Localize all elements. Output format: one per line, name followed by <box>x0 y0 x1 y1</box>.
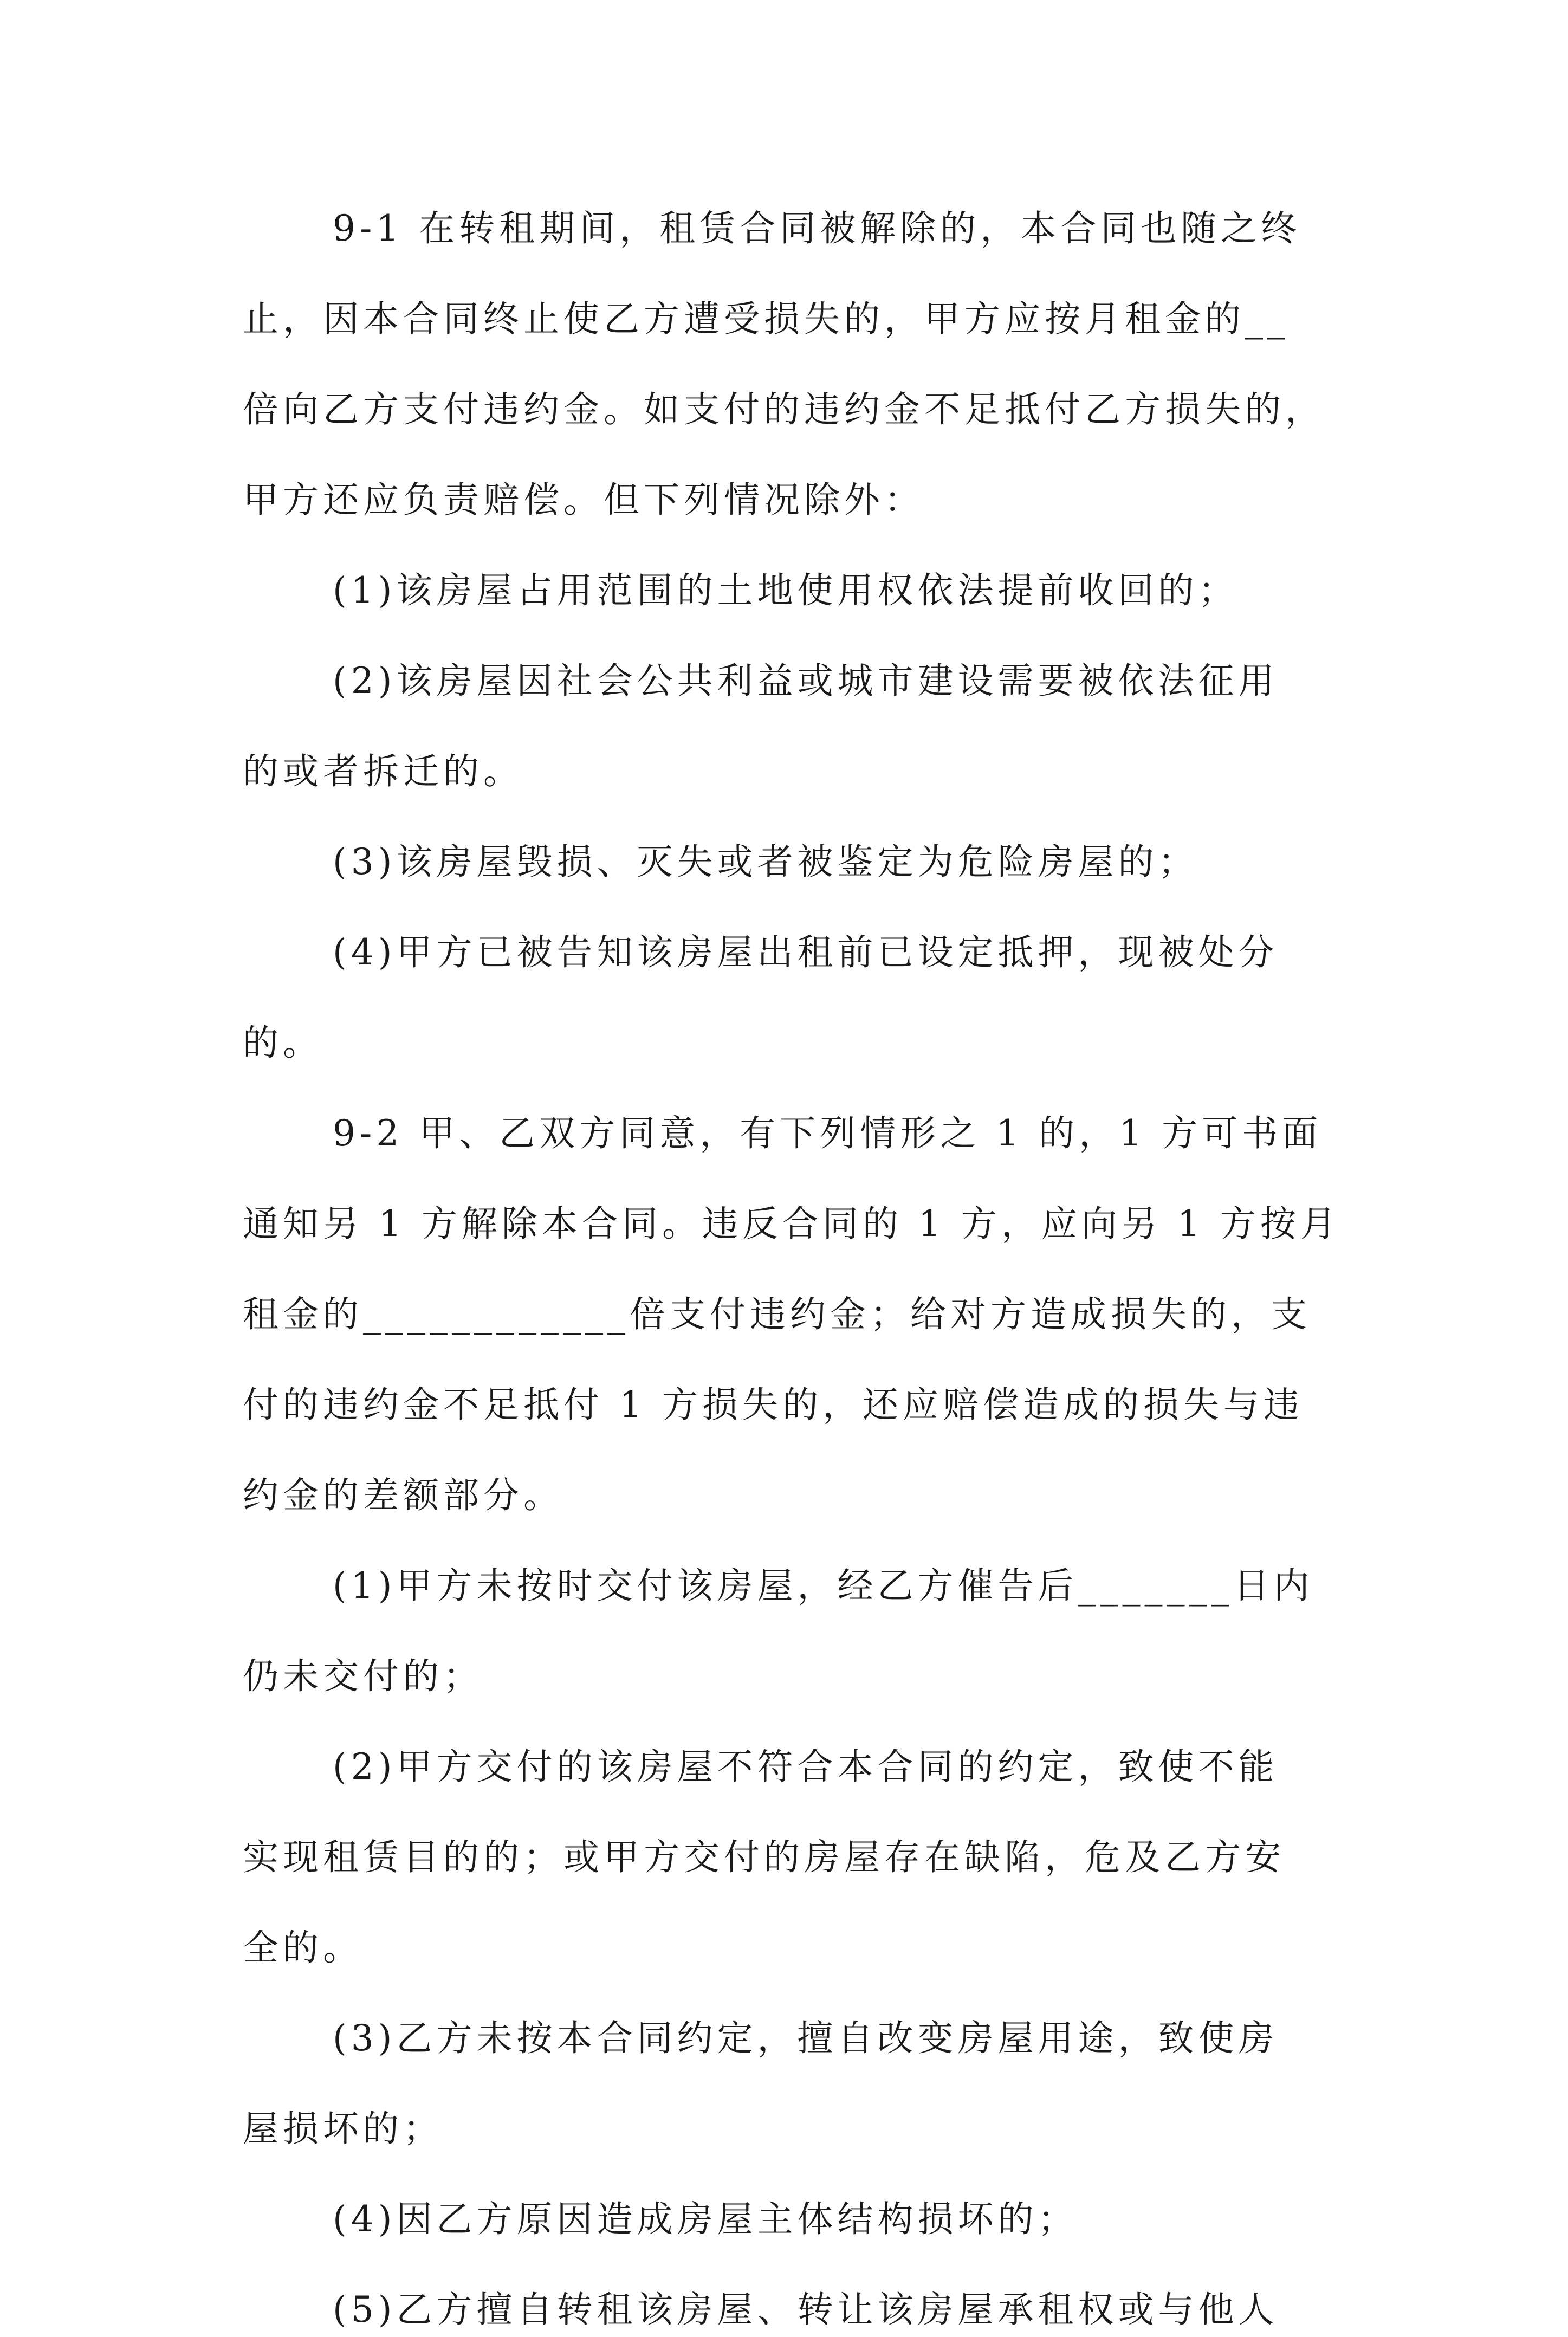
paragraph-9-1-line-4: 甲方还应负责赔偿。但下列情况除外： <box>243 479 924 521</box>
paragraph-9-1-line-3: 倍向乙方支付违约金。如支付的违约金不足抵付乙方损失的， <box>243 389 1325 430</box>
termination-item-3-line-1: (3)乙方未按本合同约定，擅自改变房屋用途，致使房 <box>333 2017 1279 2059</box>
termination-item-5-line-1: (5)乙方擅自转租该房屋、转让该房屋承租权或与他人 <box>333 2289 1279 2330</box>
termination-item-2-line-3: 全的。 <box>243 1927 363 1969</box>
exception-item-3: (3)该房屋毁损、灭失或者被鉴定为危险房屋的； <box>333 841 1198 883</box>
paragraph-9-2-line-3: 租金的____________倍支付违约金；给对方造成损失的，支 <box>243 1293 1311 1335</box>
exception-item-4-line-2: 的。 <box>243 1022 323 1064</box>
termination-item-1-line-2: 仍未交付的； <box>243 1655 483 1697</box>
termination-item-4: (4)因乙方原因造成房屋主体结构损坏的； <box>333 2198 1078 2240</box>
termination-item-1-line-1: (1)甲方未按时交付该房屋，经乙方催告后_______日内 <box>333 1565 1314 1607</box>
paragraph-9-1-line-2: 止，因本合同终止使乙方遭受损失的，甲方应按月租金的__ <box>243 298 1290 340</box>
paragraph-9-2-line-4: 付的违约金不足抵付 1 方损失的，还应赔偿造成的损失与违 <box>243 1384 1304 1426</box>
paragraph-9-1-line-1: 9-1 在转租期间，租赁合同被解除的，本合同也随之终 <box>333 208 1301 249</box>
termination-item-2-line-2: 实现租赁目的的；或甲方交付的房屋存在缺陷，危及乙方安 <box>243 1836 1285 1878</box>
exception-item-1: (1)该房屋占用范围的土地使用权依法提前收回的； <box>333 569 1239 611</box>
paragraph-9-2-line-2: 通知另 1 方解除本合同。违反合同的 1 方，应向另 1 方按月 <box>243 1203 1340 1245</box>
termination-item-3-line-2: 屋损坏的； <box>243 2108 443 2150</box>
exception-item-4-line-1: (4)甲方已被告知该房屋出租前已设定抵押，现被处分 <box>333 931 1279 973</box>
paragraph-9-2-line-5: 约金的差额部分。 <box>243 1474 563 1516</box>
exception-item-2-line-1: (2)该房屋因社会公共利益或城市建设需要被依法征用 <box>333 660 1279 702</box>
exception-item-2-line-2: 的或者拆迁的。 <box>243 750 523 792</box>
termination-item-2-line-1: (2)甲方交付的该房屋不符合本合同的约定，致使不能 <box>333 1746 1279 1788</box>
paragraph-9-2-line-1: 9-2 甲、乙双方同意，有下列情形之 1 的，1 方可书面 <box>333 1112 1323 1154</box>
